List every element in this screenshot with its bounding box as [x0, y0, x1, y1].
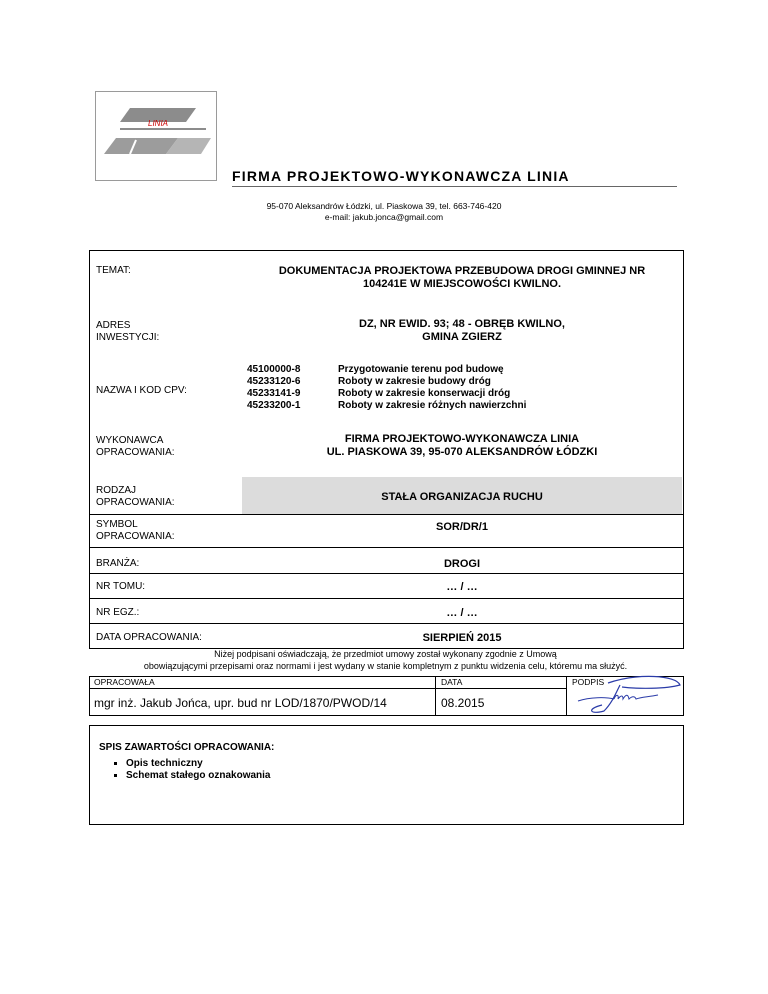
- logo-graphic: [96, 92, 216, 180]
- opracowala-header: OPRACOWAŁA: [94, 677, 155, 687]
- cpv-code: 45233200-1: [247, 400, 301, 411]
- column-divider: [435, 677, 436, 715]
- rodzaj-value: STAŁA ORGANIZACJA RUCHU: [381, 491, 543, 503]
- row-divider: [90, 547, 683, 548]
- wykonawca-label-line-1: WYKONAWCA: [96, 435, 164, 446]
- adres-label-line-2: INWESTYCJI:: [96, 332, 160, 343]
- contents-list: [112, 758, 271, 782]
- contents-title: SPIS ZAWARTOŚCI OPRACOWANIA:: [99, 742, 275, 753]
- company-divider: [232, 186, 677, 187]
- egz-value: … / …: [446, 607, 478, 619]
- symbol-label: [96, 519, 175, 543]
- cpv-desc: Przygotowanie terenu pod budowę: [338, 364, 504, 375]
- title-page-table: [89, 250, 684, 649]
- signature-header-divider: [90, 688, 566, 689]
- wykonawca-value: [242, 433, 682, 459]
- adres-label-line-1: ADRES: [96, 320, 131, 331]
- logo-text: LINIA: [148, 119, 169, 128]
- tom-value: … / …: [446, 581, 478, 593]
- wykonawca-line-1: FIRMA PROJEKTOWO-WYKONAWCZA LINIA: [344, 433, 580, 445]
- row-divider: [90, 623, 683, 624]
- rodzaj-label-line-2: OPRACOWANIA:: [96, 497, 175, 508]
- branza-value: DROGI: [443, 558, 481, 570]
- data-label: DATA OPRACOWANIA:: [96, 632, 202, 643]
- company-name: FIRMA PROJEKTOWO-WYKONAWCZA LINIA: [232, 168, 570, 184]
- handwritten-signature: [568, 671, 682, 717]
- data-header: DATA: [441, 677, 463, 687]
- company-address: 95-070 Aleksandrów Łódzki, ul. Piaskowa 39, tel. 663-746-420: [266, 201, 502, 211]
- branza-label: BRANŻA:: [96, 558, 140, 569]
- cpv-desc: Roboty w zakresie budowy dróg: [338, 376, 491, 387]
- contents-box: [89, 725, 684, 825]
- adres-label: [96, 320, 159, 344]
- temat-label: TEMAT:: [96, 265, 131, 276]
- wykonawca-label-line-2: OPRACOWANIA:: [96, 447, 175, 458]
- temat-line-2: 104241E W MIEJSCOWOŚCI KWILNO.: [362, 278, 562, 290]
- tom-label: NR TOMU:: [96, 581, 146, 592]
- cpv-code: 45233141-9: [247, 388, 301, 399]
- row-divider: [90, 573, 683, 574]
- data-value: SIERPIEŃ 2015: [422, 632, 502, 644]
- temat-value: [242, 265, 682, 291]
- company-logo: [95, 91, 217, 181]
- signature-table: [89, 676, 684, 716]
- symbol-value: SOR/DR/1: [436, 521, 488, 533]
- egz-label: NR EGZ.:: [96, 607, 140, 618]
- statement-line-2: obowiązującymi przepisami oraz normami i jest wydany w stanie kompletnym z punktu widzenia celu, któremu ma służyć.: [143, 661, 628, 671]
- cpv-desc: Roboty w zakresie różnych nawierzchni: [338, 400, 527, 411]
- adres-value: [242, 318, 682, 344]
- temat-line-1: DOKUMENTACJA PROJEKTOWA PRZEBUDOWA DROGI GMINNEJ NR: [278, 265, 646, 277]
- podpis-header: PODPIS: [572, 677, 605, 687]
- adres-line-2: GMINA ZGIERZ: [422, 331, 502, 343]
- wykonawca-label: [96, 435, 175, 459]
- cpv-desc: Roboty w zakresie konserwacji dróg: [338, 388, 511, 399]
- list-item: ▪ Schemat stałego oznakowania: [126, 770, 271, 782]
- cpv-code: 45233120-6: [247, 376, 301, 387]
- company-email: e-mail: jakub.jonca@gmail.com: [324, 212, 444, 222]
- author-name: mgr inż. Jakub Jońca, upr. bud nr LOD/1870/PWOD/14: [94, 696, 387, 710]
- list-item: ▪ Opis techniczny: [126, 758, 271, 770]
- row-divider: [90, 598, 683, 599]
- symbol-label-line-1: SYMBOL: [96, 519, 138, 530]
- rodzaj-label: [96, 485, 175, 509]
- row-divider: [90, 514, 683, 515]
- signature-date: 08.2015: [441, 696, 485, 710]
- column-divider: [566, 677, 567, 715]
- adres-line-1: DZ, NR EWID. 93; 48 - OBRĘB KWILNO,: [359, 318, 565, 330]
- wykonawca-line-2: UL. PIASKOWA 39, 95-070 ALEKSANDRÓW ŁÓDZKI: [326, 446, 598, 458]
- rodzaj-label-line-1: RODZAJ: [96, 485, 136, 496]
- cpv-label: NAZWA I KOD CPV:: [96, 385, 187, 396]
- statement-line-1: Niżej podpisani oświadczają, że przedmiot umowy został wykonany zgodnie z Umową: [214, 649, 557, 659]
- cpv-code: 45100000-8: [247, 364, 301, 375]
- symbol-label-line-2: OPRACOWANIA:: [96, 531, 175, 542]
